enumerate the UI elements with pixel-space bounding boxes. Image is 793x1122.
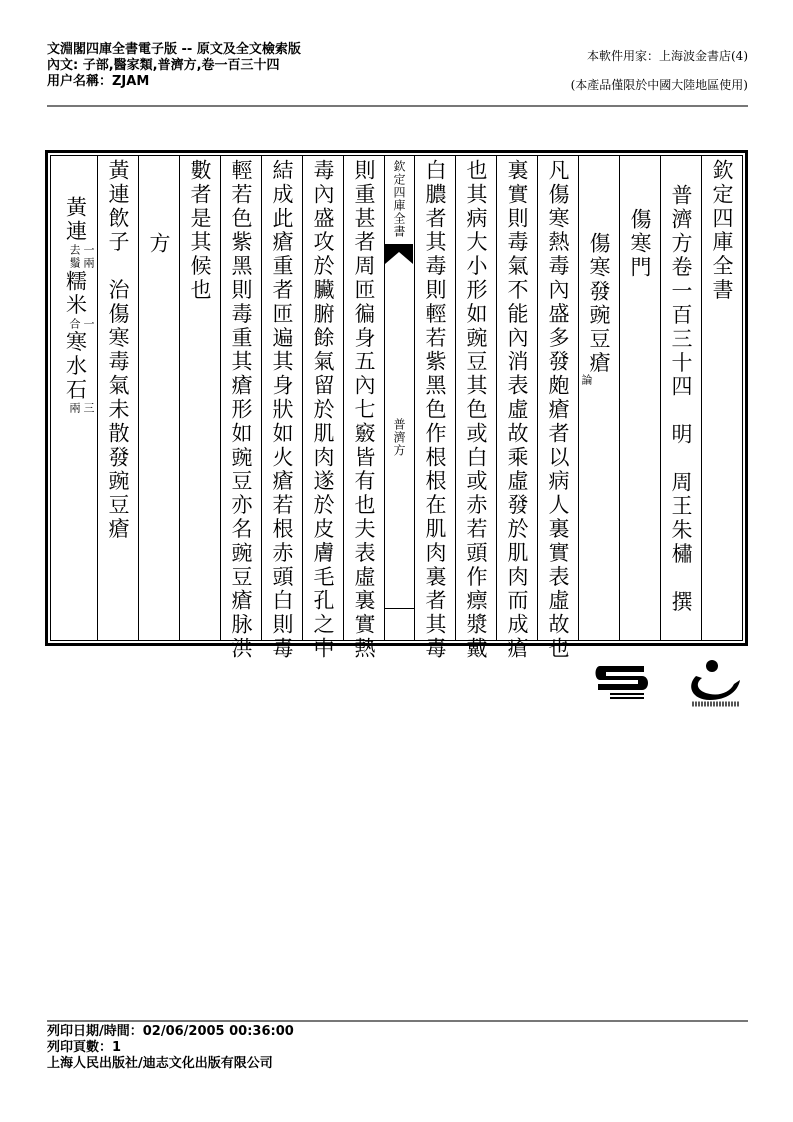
- text-columns: [50, 155, 743, 661]
- header-username: 用户名稱：ZJAM: [47, 74, 150, 89]
- print-datetime: 列印日期/時間：02/06/2005 00:36:00: [47, 1024, 294, 1039]
- column-section-heading: [578, 156, 619, 640]
- column-ingredients: [51, 156, 97, 640]
- footer-info: [47, 1024, 294, 1072]
- ingredient-name: 寒水石: [63, 330, 88, 403]
- print-page-count: 列印頁數：1: [47, 1040, 122, 1055]
- ingredient-name: 黃連: [63, 196, 88, 244]
- header-info: [47, 42, 301, 90]
- publisher-emblem-icon: [684, 660, 746, 710]
- column-book-title: 欽定四庫全書: [701, 156, 742, 640]
- header-licensee: 本軟件用家：上海波金書店(4): [587, 49, 748, 63]
- column-formula-name: 黃連飲子 治傷寒毒氣未散發豌豆瘡: [97, 156, 138, 640]
- column-formula-heading: 方: [138, 156, 179, 640]
- page-frame: [45, 150, 748, 661]
- ingredient-note: 三 兩: [68, 402, 95, 416]
- center-book-name: 普濟方: [392, 418, 406, 457]
- footer-divider: [47, 1020, 748, 1022]
- header-title: 文淵閣四庫全書電子版 -- 原文及全文檢索版: [47, 42, 301, 57]
- fishtail-mark-icon: [385, 244, 413, 264]
- column-text: 輕若色紫黑則毒重其瘡形如豌豆亦名豌豆瘡脉洪: [220, 156, 261, 640]
- heading-note: 論: [580, 374, 593, 388]
- column-text: 則重甚者周匝徧身五內七竅皆有也夫表虛裏實熱: [343, 156, 384, 640]
- column-volume: 普濟方卷一百三十四 明 周王朱橚 撰: [660, 156, 701, 640]
- column-text: 結成此瘡重者匝遍其身狀如火瘡若根赤頭白則毒: [261, 156, 302, 640]
- center-line: [385, 608, 414, 609]
- ingredient-note: 一兩 去鬚: [68, 243, 95, 270]
- column-text: 白膿者其毒則輕若紫黑色作根根在肌肉裏者其毒: [414, 156, 455, 640]
- books-logo-icon: [592, 660, 654, 702]
- column-text: 也其病大小形如豌豆其色或白或赤若頭作瘭漿戴: [455, 156, 496, 640]
- center-fold: [384, 156, 414, 640]
- column-category: 傷寒門: [619, 156, 660, 640]
- ingredient-note: 一 合: [68, 317, 95, 331]
- ingredient-name: 糯米: [63, 269, 88, 318]
- header-content-path: 內文: 子部,醫家類,普濟方,卷一百三十四: [47, 58, 280, 73]
- column-text: 凡傷寒熱毒內盛多發皰瘡者以病人裏實表虛故也: [537, 156, 578, 640]
- center-title: 欽定四庫全書: [392, 160, 406, 238]
- header-region-notice: (本產品僅限於中國大陸地區使用): [570, 78, 748, 92]
- column-text: 數者是其候也: [179, 156, 220, 640]
- publisher: 上海人民出版社/迪志文化出版有限公司: [47, 1056, 273, 1071]
- header-divider: [47, 105, 748, 107]
- column-text: 毒內盛攻於臟腑餘氣留於肌肉遂於皮膚毛孔之中: [302, 156, 343, 640]
- column-text: 裏實則毒氣不能內消表虛故乘虛發於肌肉而成瘡: [496, 156, 537, 640]
- section-heading: 傷寒發豌豆瘡: [587, 232, 611, 376]
